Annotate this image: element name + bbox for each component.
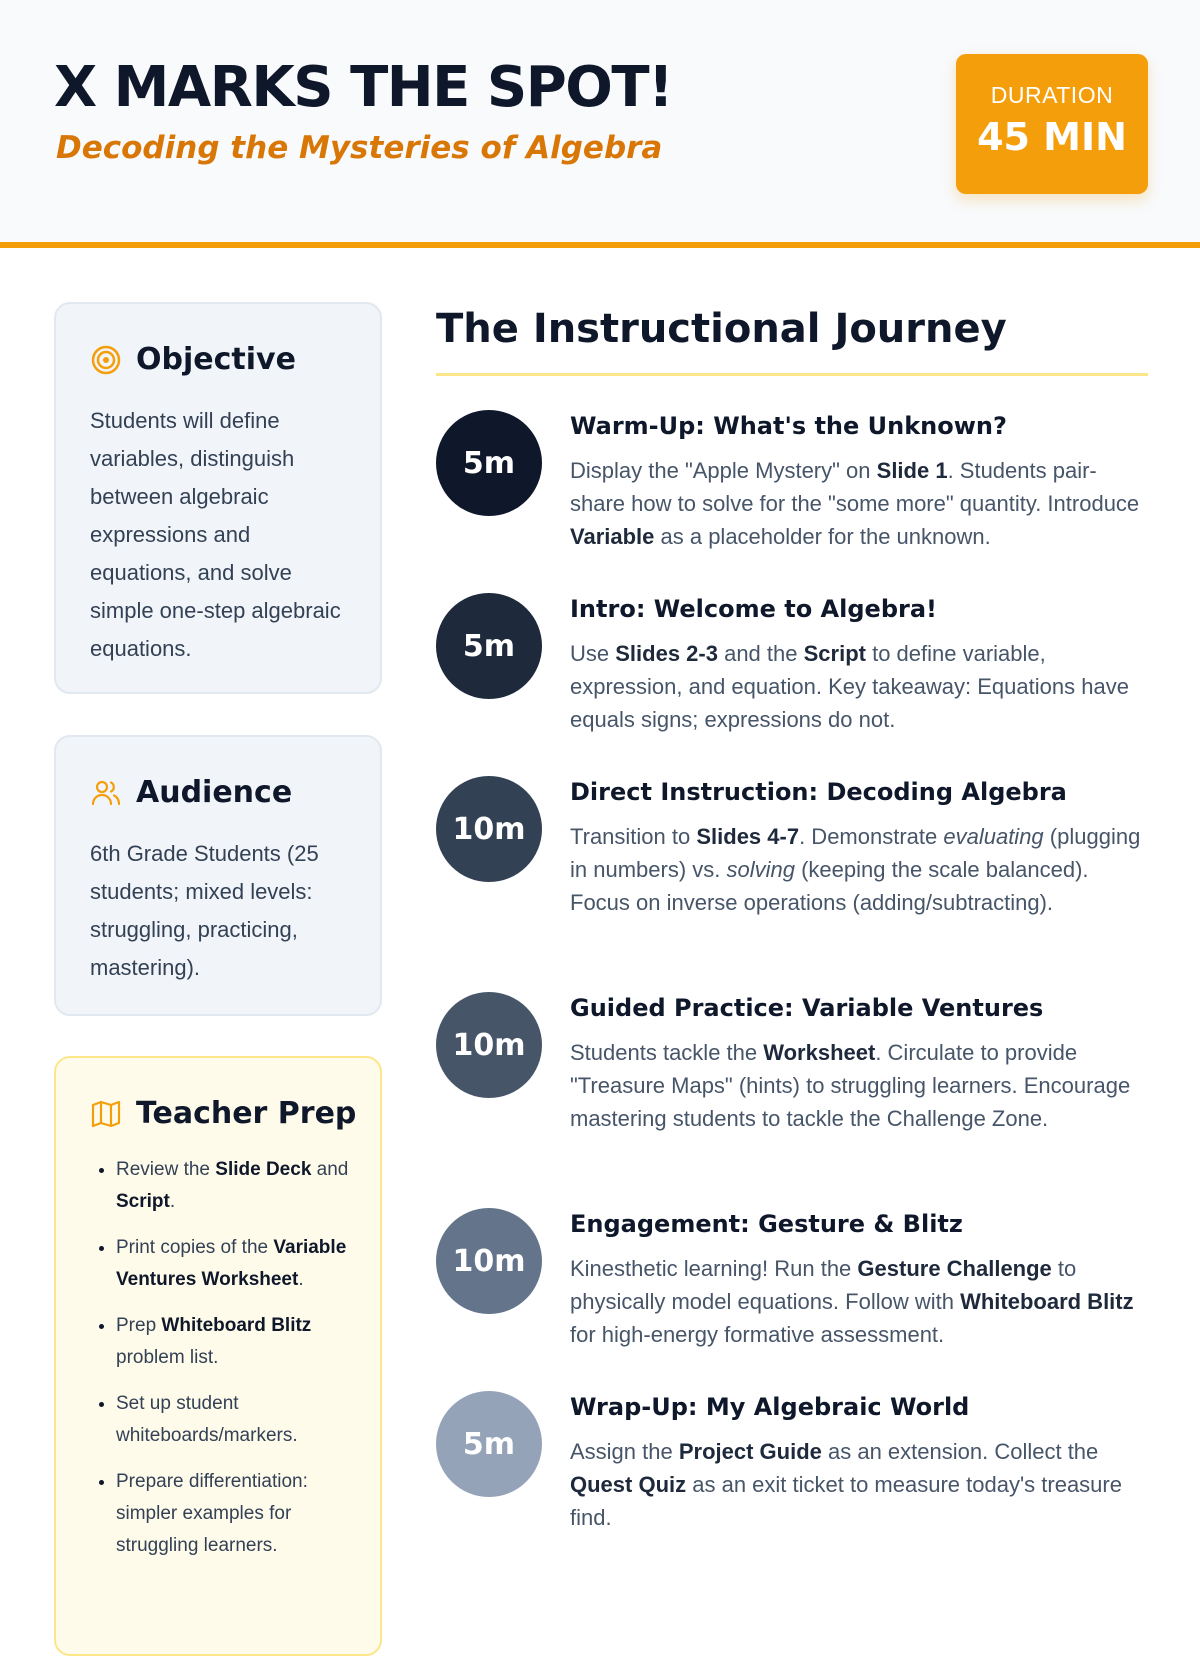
emphasis-text: Slides 2-3 [615, 641, 718, 666]
step-time-badge: 10m [436, 992, 542, 1098]
step-description: Kinesthetic learning! Run the Gesture Challenge to physically model equations. Follow with Whiteboard Blitz for high-energy formative assessment. [570, 1256, 1134, 1347]
step-description: Display the "Apple Mystery" on Slide 1. Students pair-share how to solve for the "some more" quantity. Introduce Variable as a placeholder for the unknown. [570, 458, 1140, 549]
emphasis-text: Slides 4-7 [696, 824, 800, 849]
step-time-badge: 10m [436, 776, 542, 882]
header [0, 0, 1200, 248]
step-time-badge: 5m [436, 410, 542, 516]
emphasis-text: Gesture Challenge [857, 1256, 1052, 1281]
target-icon [90, 344, 122, 376]
step-title: Direct Instruction: Decoding Algebra [570, 778, 1067, 806]
step-description: Transition to Slides 4-7. Demonstrate evaluating (plugging in numbers) vs. solving (keeping the scale balanced). Focus on inverse operations (adding/subtracting). [570, 824, 1141, 915]
emphasis-text: Whiteboard Blitz [161, 1315, 312, 1336]
objective-heading: Objective [136, 342, 296, 377]
step-time-badge: 5m [436, 1391, 542, 1497]
users-icon [90, 777, 122, 809]
duration-value: 45 MIN [977, 115, 1127, 159]
step-title: Guided Practice: Variable Ventures [570, 994, 1044, 1022]
teacher-prep-card [54, 1056, 382, 1656]
audience-header [90, 775, 292, 810]
emphasis-text: Whiteboard Blitz [960, 1289, 1134, 1314]
prep-item: • Review the Slide Deck and Script. [116, 1154, 360, 1218]
step-title: Intro: Welcome to Algebra! [570, 595, 937, 623]
prep-header [90, 1096, 356, 1131]
journey-title: The Instructional Journey [436, 306, 1007, 352]
step-time-badge: 10m [436, 1208, 542, 1314]
prep-item: • Prep Whiteboard Blitz problem list. [116, 1310, 360, 1374]
step-description: Assign the Project Guide as an extension. Collect the Quest Quiz as an exit ticket to measure today's treasure find. [570, 1439, 1122, 1530]
prep-item: • Prepare differentiation: simpler examples for struggling learners. [116, 1466, 360, 1562]
duration-label: DURATION [990, 82, 1114, 108]
step-description: Use Slides 2-3 and the Script to define variable, expression, and equation. Key takeaway: Equations have equals signs; expressions do not. [570, 641, 1129, 732]
duration-badge [956, 54, 1148, 194]
audience-card [54, 735, 382, 1016]
step-time-badge: 5m [436, 593, 542, 699]
step-title: Engagement: Gesture & Blitz [570, 1210, 963, 1238]
italic-text: solving [726, 857, 795, 882]
page-title: X MARKS THE SPOT! [54, 55, 673, 120]
audience-heading: Audience [136, 775, 293, 810]
emphasis-text: Slide 1 [876, 458, 948, 483]
emphasis-text: Variable [570, 524, 655, 549]
prep-item: • Print copies of the Variable Ventures Worksheet. [116, 1232, 360, 1296]
page-subtitle: Decoding the Mysteries of Algebra [56, 130, 663, 166]
step-title: Wrap-Up: My Algebraic World [570, 1393, 970, 1421]
emphasis-text: Script [116, 1191, 170, 1212]
emphasis-text: Worksheet [763, 1040, 876, 1065]
emphasis-text: Variable Ventures Worksheet [116, 1237, 347, 1290]
map-icon [90, 1098, 122, 1130]
prep-list [90, 1154, 360, 1576]
emphasis-text: Project Guide [678, 1439, 822, 1464]
objective-text: Students will define variables, distinguish between algebraic expressions and equations, and solve simple one-step algebraic equations. [90, 408, 341, 661]
prep-item: • Set up student whiteboards/markers. [116, 1388, 360, 1452]
objective-header [90, 342, 296, 377]
emphasis-text: Slide Deck [215, 1159, 312, 1180]
objective-card [54, 302, 382, 694]
emphasis-text: Script [803, 641, 866, 666]
audience-text: 6th Grade Students (25 students; mixed levels: struggling, practicing, mastering). [90, 841, 319, 980]
step-title: Warm-Up: What's the Unknown? [570, 412, 1007, 440]
step-description: Students tackle the Worksheet. Circulate to provide "Treasure Maps" (hints) to struggling learners. Encourage mastering students to tackle the Challenge Zone. [570, 1040, 1131, 1131]
italic-text: evaluating [943, 824, 1044, 849]
emphasis-text: Quest Quiz [570, 1472, 687, 1497]
journey-divider [436, 373, 1148, 376]
prep-heading: Teacher Prep [136, 1096, 357, 1131]
